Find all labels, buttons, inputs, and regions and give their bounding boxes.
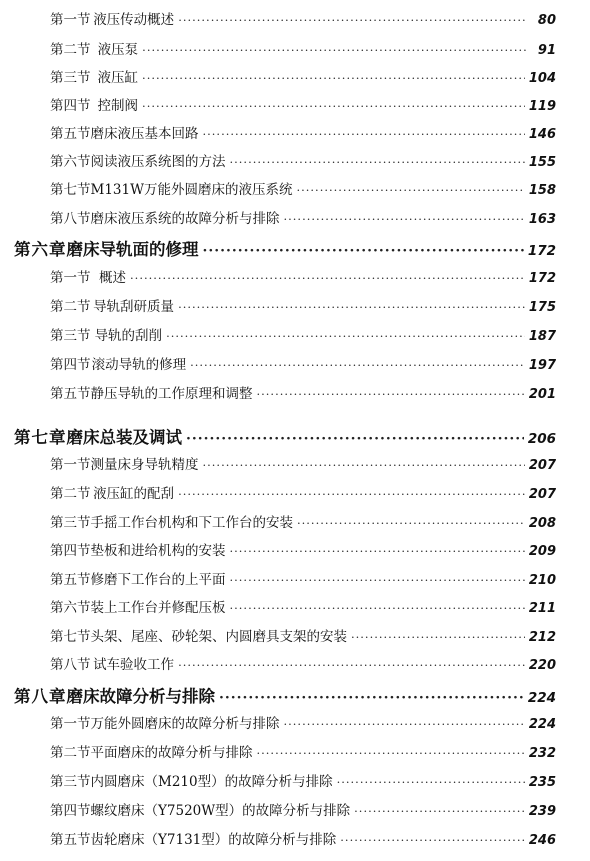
section-title: 液压传动概述: [93, 12, 175, 28]
toc-section-entry: [50, 511, 556, 531]
section-number: 第一节: [50, 12, 91, 28]
page-number: 209: [528, 544, 556, 559]
dot-leader: [178, 658, 525, 672]
toc-section-entry: [50, 353, 556, 373]
section-number: 第三节: [50, 774, 91, 790]
toc-section-entry: [50, 482, 556, 502]
page-number: 235: [528, 775, 556, 790]
toc-section-entry: [50, 8, 556, 28]
chapter-number: 第六章: [14, 240, 67, 259]
section-number: 第二节: [50, 745, 91, 761]
page-number: 175: [528, 300, 556, 315]
dot-leader: [203, 243, 524, 259]
toc-section-entry: [50, 828, 556, 848]
section-number: 第三节: [50, 515, 91, 531]
section-title: 螺纹磨床（Y7520W型）的故障分析与排除: [90, 803, 351, 819]
page-number: 224: [527, 690, 556, 706]
toc-section-entry: [50, 539, 556, 559]
toc-section-entry: [50, 178, 556, 198]
toc-section-entry: [50, 122, 556, 142]
page-number: 104: [528, 71, 556, 86]
section-number: 第一节: [50, 270, 91, 286]
section-title: 导轨的刮削: [94, 328, 163, 344]
toc-section-entry: [50, 324, 556, 344]
section-number: 第七节: [50, 182, 91, 198]
section-number: 第四节: [50, 803, 91, 819]
toc-section-entry: [50, 625, 556, 645]
section-title: 齿轮磨床（Y7131型）的故障分析与排除: [90, 832, 337, 848]
dot-leader: [142, 71, 525, 85]
dot-leader: [166, 329, 525, 343]
section-number: 第二节: [50, 486, 91, 502]
page-number: 212: [528, 630, 556, 645]
section-title: 平面磨床的故障分析与排除: [90, 745, 253, 761]
dot-leader: [297, 516, 525, 530]
dot-leader: [178, 487, 525, 501]
toc-section-entry: [50, 568, 556, 588]
toc-section-entry: [50, 741, 556, 761]
dot-leader: [296, 183, 524, 197]
toc-section-entry: [50, 653, 556, 673]
page-number: 91: [537, 43, 556, 58]
page-number: 146: [528, 127, 556, 142]
section-title: 液压缸的配刮: [93, 486, 175, 502]
section-title: 滚动导轨的修理: [91, 357, 187, 373]
toc-chapter-entry: [14, 424, 556, 448]
section-number: 第四节: [50, 543, 91, 559]
toc-section-entry: [50, 799, 556, 819]
page-number: 201: [528, 387, 556, 402]
page-number: 224: [528, 717, 556, 732]
dot-leader: [203, 458, 525, 472]
page-number: 207: [528, 487, 556, 502]
page-number: 163: [528, 212, 556, 227]
dot-leader: [351, 630, 525, 644]
chapter-title: 磨床总装及调试: [66, 428, 182, 447]
chapter-number: 第八章: [14, 687, 67, 706]
page-number: 187: [528, 329, 556, 344]
section-number: 第一节: [50, 716, 91, 732]
dot-leader: [284, 212, 525, 226]
page-number: 80: [537, 13, 556, 28]
toc-section-entry: [50, 712, 556, 732]
toc-section-entry: [50, 382, 556, 402]
toc-chapter-entry: [14, 683, 556, 707]
section-title: 导轨刮研质量: [93, 299, 175, 315]
section-title: 手摇工作台机构和下工作台的安装: [90, 515, 293, 531]
chapter-title: 磨床导轨面的修理: [66, 240, 199, 259]
section-title: 概述: [99, 270, 127, 286]
section-title: 万能外圆磨床的故障分析与排除: [90, 716, 280, 732]
section-number: 第六节: [50, 154, 91, 170]
page-number: 232: [528, 746, 556, 761]
section-number: 第一节: [50, 457, 91, 473]
section-number: 第二节: [50, 299, 91, 315]
toc-section-entry: [50, 94, 556, 114]
section-number: 第五节: [50, 386, 91, 402]
page-number: 155: [528, 155, 556, 170]
dot-leader: [230, 544, 525, 558]
dot-leader: [230, 573, 525, 587]
page-number: 220: [528, 658, 556, 673]
section-title: 头架、尾座、砂轮架、内圆磨具支架的安装: [90, 629, 347, 645]
section-title: 垫板和进给机构的安装: [90, 543, 226, 559]
page-number: 246: [528, 833, 556, 848]
dot-leader: [354, 804, 525, 818]
page-number: 172: [527, 243, 556, 259]
section-number: 第三节: [50, 70, 91, 86]
page-number: 239: [528, 804, 556, 819]
dot-leader: [340, 833, 525, 847]
dot-leader: [142, 43, 526, 57]
section-title: M131W万能外圆磨床的液压系统: [90, 182, 293, 198]
section-title: 磨床液压基本回路: [90, 126, 199, 142]
toc-section-entry: [50, 453, 556, 473]
toc-section-entry: [50, 207, 556, 227]
page-number: 158: [528, 183, 556, 198]
toc-section-entry: [50, 596, 556, 616]
page-number: 207: [528, 458, 556, 473]
toc-section-entry: [50, 266, 556, 286]
section-title: 静压导轨的工作原理和调整: [90, 386, 253, 402]
section-title: 修磨下工作台的上平面: [90, 572, 226, 588]
page-number: 172: [528, 271, 556, 286]
dot-leader: [337, 775, 525, 789]
dot-leader: [284, 717, 525, 731]
dot-leader: [130, 271, 525, 285]
toc-section-entry: [50, 150, 556, 170]
section-title: 液压泵: [97, 42, 139, 58]
section-number: 第四节: [50, 357, 91, 373]
dot-leader: [257, 387, 525, 401]
chapter-title: 磨床故障分析与排除: [66, 687, 215, 706]
section-number: 第八节: [50, 657, 91, 673]
dot-leader: [178, 300, 525, 314]
dot-leader: [142, 99, 525, 113]
page-number: 211: [528, 601, 556, 616]
page-number: 206: [527, 431, 556, 447]
section-title: 控制阀: [97, 98, 139, 114]
toc-section-entry: [50, 295, 556, 315]
dot-leader: [190, 358, 525, 372]
section-title: 阅读液压系统图的方法: [90, 154, 226, 170]
section-title: 液压缸: [97, 70, 139, 86]
section-title: 测量床身导轨精度: [90, 457, 199, 473]
page-number: 210: [528, 573, 556, 588]
page-number: 208: [528, 516, 556, 531]
dot-leader: [219, 690, 524, 706]
toc-section-entry: [50, 770, 556, 790]
section-title: 装上工作台并修配压板: [90, 600, 226, 616]
chapter-number: 第七章: [14, 428, 67, 447]
section-number: 第八节: [50, 211, 91, 227]
dot-leader: [203, 127, 525, 141]
section-number: 第五节: [50, 832, 91, 848]
dot-leader: [257, 746, 525, 760]
section-title: 磨床液压系统的故障分析与排除: [90, 211, 280, 227]
dot-leader: [230, 155, 525, 169]
toc-chapter-entry: [14, 236, 556, 260]
section-number: 第三节: [50, 328, 91, 344]
section-number: 第六节: [50, 600, 91, 616]
section-number: 第五节: [50, 572, 91, 588]
section-number: 第七节: [50, 629, 91, 645]
section-number: 第四节: [50, 98, 91, 114]
section-title: 内圆磨床（M210型）的故障分析与排除: [90, 774, 333, 790]
page-number: 119: [528, 99, 556, 114]
toc-section-entry: [50, 38, 556, 58]
section-title: 试车验收工作: [93, 657, 175, 673]
section-number: 第五节: [50, 126, 91, 142]
toc-section-entry: [50, 66, 556, 86]
section-number: 第二节: [50, 42, 91, 58]
dot-leader: [230, 601, 525, 615]
page-number: 197: [528, 358, 556, 373]
dot-leader: [186, 431, 524, 447]
dot-leader: [178, 13, 526, 27]
